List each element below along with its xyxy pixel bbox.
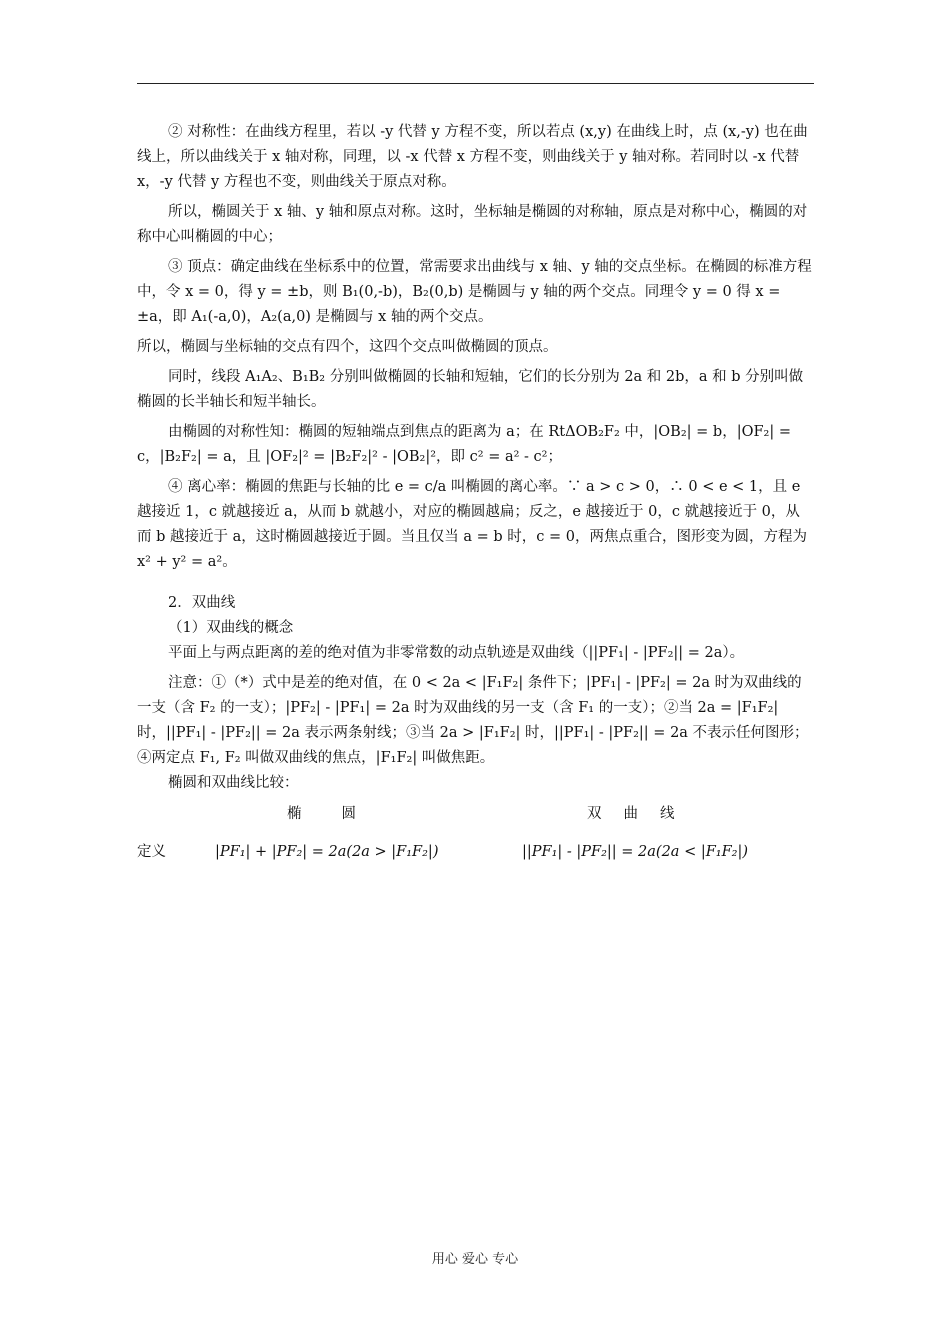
comparison-table <box>137 802 814 872</box>
row-label-definition: 定义 <box>137 844 166 860</box>
paragraph-symmetry: ② 对称性：在曲线方程里，若以 -y 代替 y 方程不变，所以若点 (x,y) 在曲线上时，点 (x,-y) 也在曲线上，所以曲线关于 x 轴对称，同理，以 -x 代替 x 方程不变，则曲线关于 y 轴对称。若同时以 -x 代替 x，-y 代替 y 方程也不变，则曲线关于原点对称。 <box>137 124 808 190</box>
paragraph-hyperbola-definition: 平面上与两点距离的差的绝对值为非零常数的动点轨迹是双曲线（||PF₁| - |PF₂|| = 2a）。 <box>168 645 745 661</box>
paragraph-focus-distance: 由椭圆的对称性知：椭圆的短轴端点到焦点的距离为 a；在 RtΔOB₂F₂ 中，|OB₂| = b，|OF₂| = c，|B₂F₂| = a，且 |OF₂|² = |B₂F₂|² - |OB₂|²，即 c² = a² - c²； <box>137 424 791 465</box>
page-footer: 用心 爱心 专心 <box>431 1252 519 1267</box>
paragraph-vertex-conclusion: 所以，椭圆与坐标轴的交点有四个，这四个交点叫做椭圆的顶点。 <box>137 339 558 355</box>
header-rule <box>137 83 814 84</box>
header-ellipse: 椭圆 <box>287 806 396 822</box>
paragraph-eccentricity: ④ 离心率：椭圆的焦距与长轴的比 e = c/a 叫椭圆的离心率。∵ a > c > 0，∴ 0 < e < 1，且 e 越接近 1，c 就越接近 a，从而 b 就越小，对应的椭圆越扁；反之，e 越接近于 0，c 就越接近于 0，从而 b 越接近于 a，这时椭圆越接近于圆。当且仅当 a = b 时，c = 0，两焦点重合，图形变为圆，方程为 x² + y² = a²。 <box>137 479 807 570</box>
paragraph-hyperbola-note: 注意：①（*）式中是差的绝对值，在 0 < 2a < |F₁F₂| 条件下；|PF₁| - |PF₂| = 2a 时为双曲线的一支（含 F₂ 的一支）；|PF₂| - |PF₁| = 2a 时为双曲线的另一支（含 F₁ 的一支）；②当 2a = |F₁F₂| 时，||PF₁| - |PF₂|| = 2a 表示两条射线；③当 2a > |F₁F₂| 时，||PF₁| - |PF₂|| = 2a 不表示任何图形；④两定点 F₁, F₂ 叫做双曲线的焦点，|F₁F₂| 叫做焦距。 <box>137 675 809 766</box>
ellipse-definition-formula: |PF₁| + |PF₂| = 2a(2a > |F₁F₂|) <box>215 844 439 860</box>
document-body <box>137 120 814 872</box>
hyperbola-definition-formula: ||PF₁| - |PF₂|| = 2a(2a < |F₁F₂|) <box>522 844 748 860</box>
section-title-hyperbola: 2．双曲线 <box>168 595 236 611</box>
paragraph-vertex: ③ 顶点：确定曲线在坐标系中的位置，常需要求出曲线与 x 轴、y 轴的交点坐标。在椭圆的标准方程中，令 x = 0，得 y = ±b，则 B₁(0,-b)，B₂(0,b) 是椭圆与 y 轴的两个交点。同理令 y = 0 得 x = ±a，即 A₁(-a,0)，A₂(a,0) 是椭圆与 x 轴的两个交点。 <box>137 259 812 325</box>
paragraph-symmetry-conclusion: 所以，椭圆关于 x 轴、y 轴和原点对称。这时，坐标轴是椭圆的对称轴，原点是对称中心，椭圆的对称中心叫椭圆的中心； <box>137 204 808 245</box>
paragraph-axes: 同时，线段 A₁A₂、B₁B₂ 分别叫做椭圆的长轴和短轴，它们的长分别为 2a 和 2b，a 和 b 分别叫做椭圆的长半轴长和短半轴长。 <box>137 369 804 410</box>
section-subtitle-concept: （1）双曲线的概念 <box>168 620 294 636</box>
comparison-title: 椭圆和双曲线比较： <box>168 775 299 791</box>
header-hyperbola: 双曲线 <box>587 806 697 822</box>
